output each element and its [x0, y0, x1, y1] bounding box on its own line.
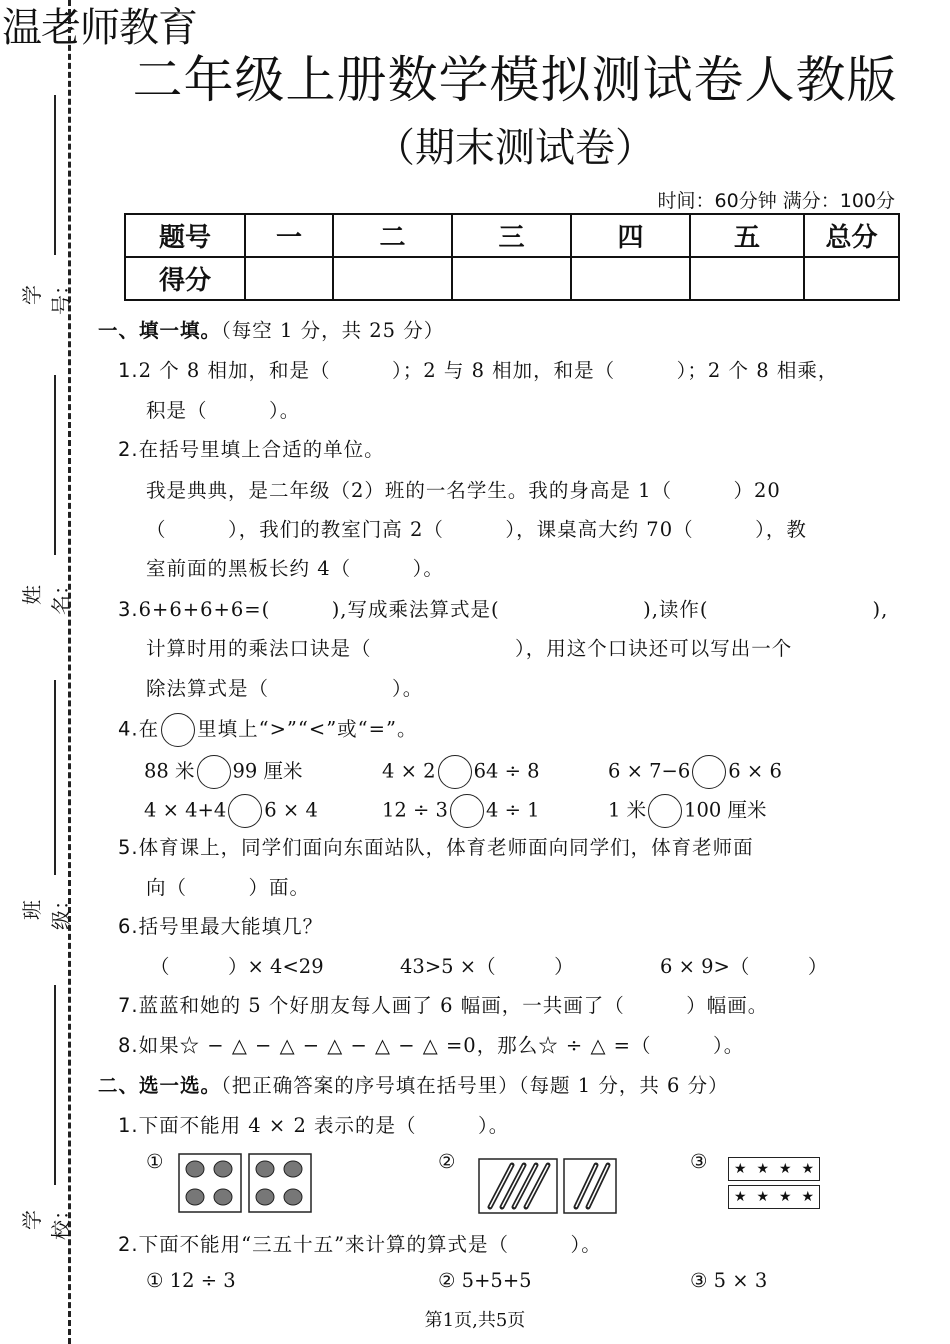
star-icon: ★ — [801, 1189, 815, 1205]
school-line — [54, 985, 56, 1185]
watermark: 温老师教育 — [2, 5, 197, 51]
question-1-3-line: 除法算式是（ ）。 — [146, 677, 424, 700]
question-2-2 — [118, 1229, 602, 1257]
star-icon: ★ — [756, 1161, 770, 1177]
compare-right: 64 ÷ 8 — [473, 759, 540, 783]
score-input-cell[interactable] — [690, 257, 804, 300]
student-no-field — [16, 95, 73, 325]
star-icon: ★ — [801, 1161, 815, 1177]
score-table — [124, 213, 900, 301]
option-item: ① 12 ÷ 3 — [146, 1269, 236, 1292]
compare-circle[interactable] — [648, 794, 682, 828]
question-1-8 — [118, 1030, 744, 1058]
section2-heading — [98, 1070, 729, 1098]
question-number: 1. — [118, 1114, 139, 1137]
question-1-5 — [118, 832, 754, 860]
compare-item — [144, 794, 318, 828]
star-icon: ★ — [778, 1161, 792, 1177]
score-input-cell[interactable] — [452, 257, 571, 300]
fill-item: （ ）× 4<29 — [150, 955, 324, 978]
star-rows-icon — [728, 1157, 820, 1209]
exam-meta: 时间：60分钟 满分：100分 — [657, 190, 895, 212]
compare-left: 88 米 — [144, 759, 195, 783]
compare-circle[interactable] — [438, 755, 472, 789]
name-field — [16, 375, 73, 625]
compare-circle[interactable] — [228, 794, 262, 828]
question-text: 蓝蓝和她的 5 个好朋友每人画了 6 幅画，一共画了（ ）幅画。 — [138, 994, 769, 1017]
compare-circle[interactable] — [450, 794, 484, 828]
star-icon: ★ — [778, 1189, 792, 1205]
score-header-cell: 四 — [571, 214, 690, 257]
question-1-3-line: 计算时用的乘法口诀是（ ），用这个口诀还可以写出一个 — [146, 637, 793, 660]
question-1-6 — [118, 911, 323, 939]
score-header-cell: 题号 — [125, 214, 245, 257]
section1-note: （每空 1 分，共 25 分） — [221, 319, 445, 342]
binding-dashed-line — [68, 0, 71, 1344]
section2-note: （把正确答案的序号填在括号里）（每题 1 分，共 6 分） — [221, 1074, 729, 1097]
compare-right: 100 厘米 — [684, 798, 767, 822]
question-1-3 — [118, 594, 888, 622]
question-number: 1. — [118, 359, 139, 382]
strawberry-boxes-icon — [178, 1152, 314, 1214]
class-line — [54, 680, 56, 875]
question-1-2-line: （ ），我们的教室门高 2（ ），课桌高大约 70（ ），教 — [146, 518, 807, 541]
score-input-cell[interactable] — [804, 257, 899, 300]
star-row — [728, 1185, 820, 1209]
compare-circle[interactable] — [692, 755, 726, 789]
question-1-2-line: 室前面的黑板长约 4（ ）。 — [146, 557, 444, 580]
compare-item — [608, 755, 782, 789]
option-3-label: ③ — [690, 1150, 708, 1173]
class-field — [16, 680, 73, 950]
question-1-4 — [118, 713, 417, 747]
compare-item — [382, 794, 540, 828]
question-1-7 — [118, 990, 768, 1018]
star-icon: ★ — [733, 1189, 747, 1205]
question-number: 8. — [118, 1034, 139, 1057]
compare-left: 4 × 4+4 — [144, 798, 227, 822]
page-footer: 第1页,共5页 — [424, 1310, 526, 1331]
question-1-2 — [118, 434, 385, 462]
compare-left: 12 ÷ 3 — [382, 798, 448, 822]
compare-item — [144, 755, 303, 789]
name-line — [54, 375, 56, 555]
compare-item — [382, 755, 540, 789]
score-row-label: 得分 — [125, 257, 245, 300]
compare-right: 99 厘米 — [232, 759, 303, 783]
compare-right: 6 × 6 — [728, 759, 782, 783]
question-text: 体育课上，同学们面向东面站队，体育老师面向同学们，体育老师面 — [138, 836, 754, 859]
question-2-1 — [118, 1110, 509, 1138]
question-text: 括号里最大能填几？ — [138, 915, 324, 938]
star-icon: ★ — [733, 1161, 747, 1177]
option-2-label: ② — [438, 1150, 456, 1173]
question-text: 在括号里填上合适的单位。 — [138, 438, 385, 461]
question-number: 7. — [118, 994, 139, 1017]
star-icon: ★ — [756, 1189, 770, 1205]
question-text: 如果☆ − △ − △ − △ − △ − △ =0，那么☆ ÷ △ =（ ）。 — [138, 1034, 745, 1057]
score-table-score-row — [125, 257, 899, 300]
question-text: 下面不能用 4 × 2 表示的是（ ）。 — [138, 1114, 510, 1137]
question-number: 3. — [118, 598, 139, 621]
score-table-header-row — [125, 214, 899, 257]
question-1-1-cont: 积是（ ）。 — [146, 399, 301, 422]
school-label: 学校： — [20, 1200, 73, 1240]
option-1-label: ① — [146, 1150, 164, 1173]
question-number: 6. — [118, 915, 139, 938]
score-header-cell: 总分 — [804, 214, 899, 257]
compare-right: 6 × 4 — [264, 798, 318, 822]
compare-left: 4 × 2 — [382, 759, 436, 783]
pencil-bundles-icon — [478, 1157, 618, 1215]
section1-title: 一、填一填。 — [98, 319, 222, 342]
compare-left: 6 × 7−6 — [608, 759, 691, 783]
compare-left: 1 米 — [608, 798, 647, 822]
score-input-cell[interactable] — [245, 257, 333, 300]
name-label: 姓名： — [20, 575, 73, 615]
section2-title: 二、选一选。 — [98, 1074, 222, 1097]
class-label: 班级： — [20, 890, 73, 930]
question-1-5-line: 向（ ）面。 — [146, 876, 311, 899]
student-no-label: 学号： — [20, 275, 73, 315]
question-1-2-line: 我是典典，是二年级（2）班的一名学生。我的身高是 1（ ）20 — [146, 479, 781, 502]
question-number: 5. — [118, 836, 139, 859]
star-row — [728, 1157, 820, 1181]
fill-item: 6 × 9>（ ） — [660, 955, 828, 978]
question-text: 6+6+6+6=( ),写成乘法算式是( ),读作( ), — [138, 598, 889, 621]
fill-item: 43>5 ×（ ） — [400, 955, 574, 978]
question-number: 2. — [118, 1233, 139, 1256]
question-text: 2 个 8 相加，和是（ ）；2 与 8 相加，和是（ ）；2 个 8 相乘， — [138, 359, 839, 382]
compare-item — [608, 794, 767, 828]
school-field — [16, 985, 73, 1255]
score-header-cell: 一 — [245, 214, 333, 257]
option-item: ② 5+5+5 — [438, 1269, 532, 1292]
question-text: 下面不能用“三五十五”来计算的算式是（ ）。 — [138, 1233, 602, 1256]
section1-heading — [98, 315, 444, 343]
score-header-cell: 三 — [452, 214, 571, 257]
compare-circle[interactable] — [197, 755, 231, 789]
page-title: 二年级上册数学模拟测试卷人教版 — [132, 51, 898, 109]
compare-circle-icon — [161, 713, 195, 747]
score-input-cell[interactable] — [571, 257, 690, 300]
score-header-cell: 五 — [690, 214, 804, 257]
question-number: 4. — [118, 717, 139, 741]
score-header-cell: 二 — [333, 214, 452, 257]
question-number: 2. — [118, 438, 139, 461]
compare-right: 4 ÷ 1 — [485, 798, 540, 822]
score-input-cell[interactable] — [333, 257, 452, 300]
option-item: ③ 5 × 3 — [690, 1269, 768, 1292]
question-text: 在 — [138, 717, 160, 741]
question-1-1 — [118, 355, 838, 383]
question-text: 里填上“>”“<”或“=”。 — [197, 717, 418, 741]
student-no-line — [54, 95, 56, 255]
page-subtitle: （期末测试卷） — [375, 125, 655, 171]
